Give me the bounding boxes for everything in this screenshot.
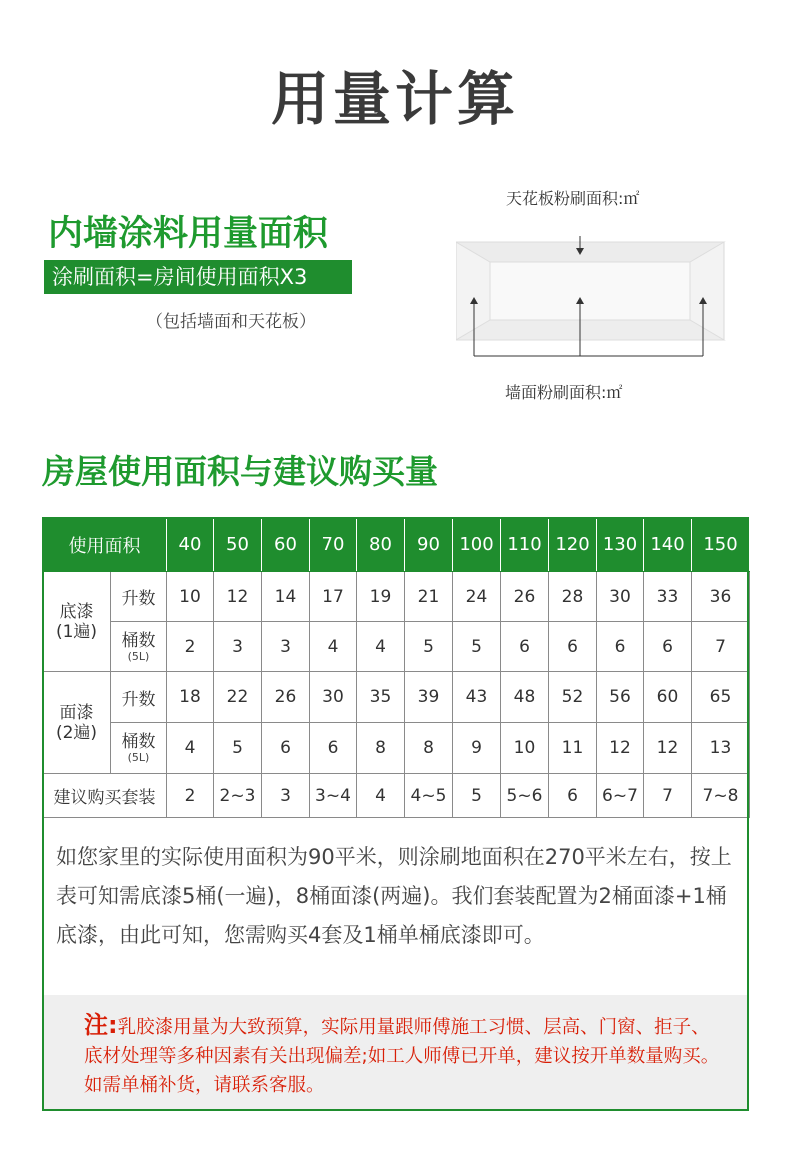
table-cell: 6 (549, 774, 597, 818)
table-cell: 5 (453, 774, 501, 818)
table-cell: 2 (167, 774, 214, 818)
table-cell: 26 (501, 572, 549, 622)
section-heading-recommendation: 房屋使用面积与建议购买量 (42, 452, 438, 491)
notice-prefix: 注: (84, 1011, 118, 1039)
recommend-label: 建议购买套装 (43, 774, 167, 818)
room-floor-edge (456, 320, 724, 340)
table-cell: 21 (405, 572, 453, 622)
table-cell: 30 (597, 572, 644, 622)
row-label-main: 桶数 (121, 630, 156, 651)
header-area-cell: 100 (453, 518, 501, 572)
table-cell: 5 (453, 622, 501, 672)
table-cell: 56 (597, 672, 644, 723)
table-cell: 6 (262, 723, 310, 774)
table-cell: 19 (357, 572, 405, 622)
room-diagram (456, 236, 730, 368)
table-cell: 7 (692, 622, 750, 672)
table-cell: 4 (357, 622, 405, 672)
notice-body: 乳胶漆用量为大致预算，实际用量跟师傅施工习惯、层高、门窗、拒子、底材处理等多种因素有关出现偏差;如工人师傅已开单，建议按开单数量购买。如需单桶补货，请联系客服。 (84, 1017, 720, 1096)
table-cell: 39 (405, 672, 453, 723)
header-area-cell: 110 (501, 518, 549, 572)
table-cell: 60 (644, 672, 692, 723)
table-cell: 8 (357, 723, 405, 774)
header-area-cell: 130 (597, 518, 644, 572)
ceiling-area-label: 天花板粉刷面积:㎡ (506, 189, 640, 208)
table-cell: 3 (262, 622, 310, 672)
notice-text-block (84, 1011, 724, 1100)
table-cell: 13 (692, 723, 750, 774)
table-cell: 8 (405, 723, 453, 774)
table-cell: 43 (453, 672, 501, 723)
header-area-cell: 90 (405, 518, 453, 572)
wall-area-label: 墙面粉刷面积:㎡ (505, 383, 623, 402)
table-cell: 4 (167, 723, 214, 774)
table-cell: 28 (549, 572, 597, 622)
table-cell: 10 (501, 723, 549, 774)
formula-banner: 涂刷面积=房间使用面积X3 (44, 260, 352, 294)
header-area-cell: 40 (167, 518, 214, 572)
table-cell: 5 (214, 723, 262, 774)
table-cell: 35 (357, 672, 405, 723)
table-cell: 6 (549, 622, 597, 672)
row-label-main: 桶数 (121, 732, 156, 752)
table-cell: 36 (692, 572, 750, 622)
group-name: 底漆 (59, 601, 94, 622)
table-cell: 2~3 (214, 774, 262, 818)
room-back-wall (490, 262, 690, 320)
table-cell: 5~6 (501, 774, 549, 818)
header-area-cell: 70 (310, 518, 357, 572)
table-cell: 14 (262, 572, 310, 622)
group-passes: (2遍) (55, 722, 98, 743)
header-area-cell: 150 (692, 518, 750, 572)
table-cell: 30 (310, 672, 357, 723)
table-cell: 65 (692, 672, 750, 723)
notice-box (44, 995, 747, 1109)
table-cell: 22 (214, 672, 262, 723)
page-title: 用量计算 (270, 65, 519, 133)
table-cell: 9 (453, 723, 501, 774)
table-cell: 18 (167, 672, 214, 723)
table-cell: 5 (405, 622, 453, 672)
row-label-unit: (5L) (127, 649, 150, 663)
row-label-unit: (5L) (127, 751, 150, 764)
header-area-cell: 80 (357, 518, 405, 572)
table-cell: 33 (644, 572, 692, 622)
header-area-label: 使用面积 (43, 518, 167, 572)
table-cell: 26 (262, 672, 310, 723)
section-heading-coverage: 内墙涂料用量面积 (48, 214, 329, 254)
table-cell: 3 (214, 622, 262, 672)
table-cell: 2 (167, 622, 214, 672)
table-cell: 10 (167, 572, 214, 622)
table-cell: 4 (357, 774, 405, 818)
table-cell: 4~5 (405, 774, 453, 818)
table-cell: 3 (262, 774, 310, 818)
table-cell: 7 (644, 774, 692, 818)
table-cell: 12 (644, 723, 692, 774)
table-cell: 6 (597, 622, 644, 672)
table-cell: 7~8 (692, 774, 750, 818)
room-ceiling-edge (456, 242, 724, 262)
table-cell: 24 (453, 572, 501, 622)
formula-note: （包括墙面和天花板） (146, 312, 316, 332)
row-label: 升数 (111, 572, 167, 622)
table-cell: 12 (597, 723, 644, 774)
table-cell: 6 (310, 723, 357, 774)
header-area-cell: 140 (644, 518, 692, 572)
table-cell: 48 (501, 672, 549, 723)
table-cell: 12 (214, 572, 262, 622)
header-area-cell: 60 (262, 518, 310, 572)
table-cell: 6~7 (597, 774, 644, 818)
table-cell: 4 (310, 622, 357, 672)
group-name: 面漆 (59, 702, 94, 723)
header-area-cell: 120 (549, 518, 597, 572)
group-passes: (1遍) (55, 621, 98, 642)
table-cell: 6 (501, 622, 549, 672)
usage-example-paragraph: 如您家里的实际使用面积为90平米，则涂刷地面积在270平米左右，按上表可知需底漆5桶(一遍)，8桶面漆(两遍)。我们套装配置为2桶面漆+1桶底漆，由此可知，您需购买4套及1桶单桶底漆即可。 (56, 845, 732, 947)
table-cell: 17 (310, 572, 357, 622)
header-area-cell: 50 (214, 518, 262, 572)
table-cell: 6 (644, 622, 692, 672)
table-cell: 52 (549, 672, 597, 723)
table-cell: 3~4 (310, 774, 357, 818)
row-label: 升数 (111, 672, 167, 723)
table-cell: 11 (549, 723, 597, 774)
